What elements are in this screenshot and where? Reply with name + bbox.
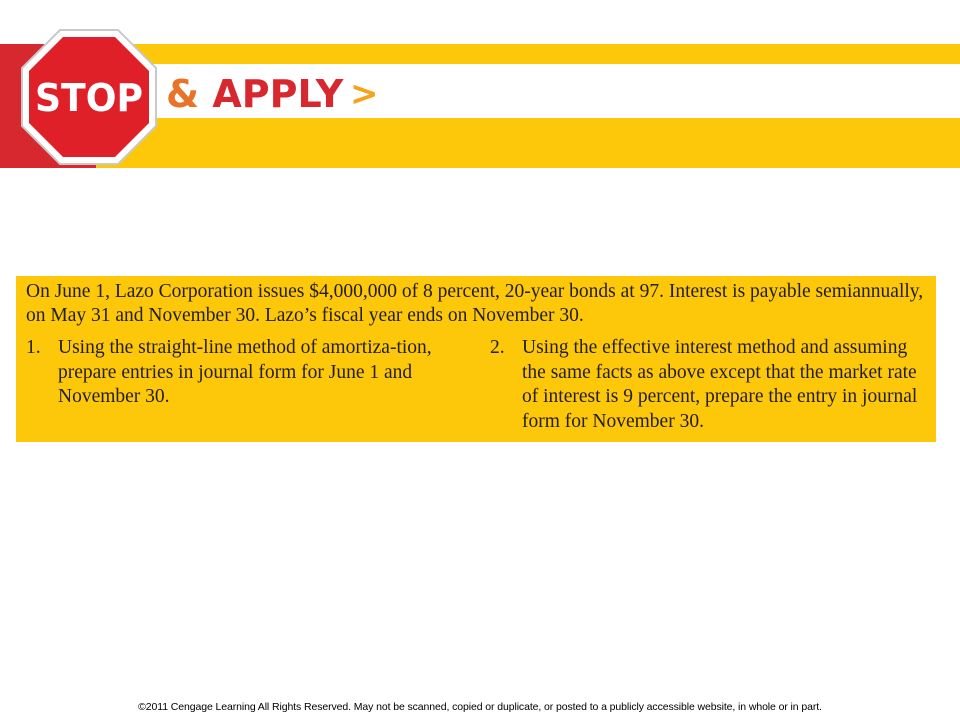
problem-item-1-text: Using the straight-line method of amortiza-tion, prepare entries in journal form for June 1 and November 30.	[58, 337, 432, 407]
problem-item-1	[26, 336, 466, 410]
problem-intro: On June 1, Lazo Corporation issues $4,000,000 of 8 percent, 20-year bonds at 97. Interest is payable semiannually, on May 31 and November 30. Lazo’s fiscal year ends on November 30.	[26, 281, 924, 326]
problem-item-2-number: 2.	[490, 337, 505, 358]
copyright-notice: ©2011 Cengage Learning All Rights Reserved. May not be scanned, copied or duplicate, or posted to a publicly accessible website, in whole or in part.	[138, 701, 822, 713]
problem-item-2	[490, 336, 930, 434]
apply-ampersand: &	[166, 72, 213, 116]
problem-item-1-number: 1.	[26, 337, 41, 358]
chevron-right-icon: >	[350, 74, 379, 114]
apply-word: APPLY	[212, 72, 344, 116]
banner-yellow-top-stripe	[96, 44, 960, 64]
banner-yellow-bottom-stripe	[96, 118, 960, 168]
stop-sign-icon	[20, 28, 158, 166]
problem-item-2-text: Using the effective interest method and assuming the same facts as above except that the market rate of interest is 9 percent, prepare the entry in journal form for November 30.	[522, 337, 918, 432]
apply-heading	[166, 70, 343, 118]
problem-box	[16, 276, 936, 442]
stop-sign-label: STOP	[35, 76, 143, 120]
